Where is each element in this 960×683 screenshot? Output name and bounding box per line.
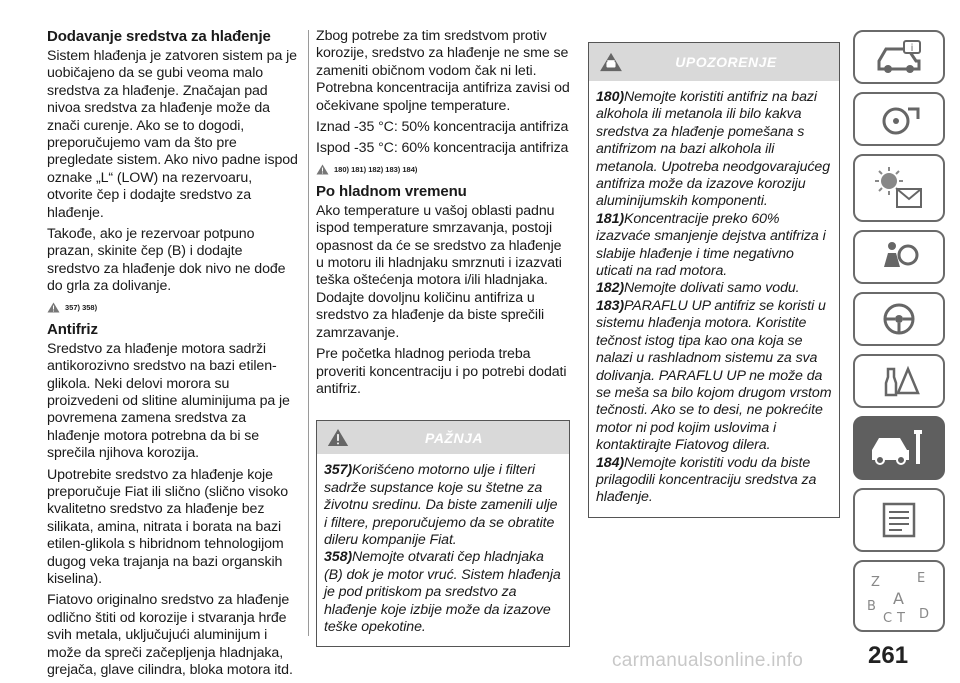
car-info-icon — [874, 39, 924, 75]
tab-driving[interactable] — [853, 292, 945, 346]
item-number: 182) — [596, 280, 624, 297]
column-divider — [308, 30, 309, 636]
section-heading: Antifriz — [47, 320, 98, 338]
tab-service-maintenance[interactable] — [853, 416, 945, 480]
warning-item — [596, 89, 832, 211]
chapter-tabs — [853, 30, 945, 640]
index-letter: A — [893, 589, 904, 608]
index-letter: C — [883, 611, 893, 626]
tab-specifications[interactable] — [853, 488, 945, 552]
tab-dashboard-lights[interactable] — [853, 154, 945, 222]
reference-numbers: 180) 181) 182) 183) 184) — [334, 164, 418, 174]
item-number: 183) — [596, 297, 624, 314]
tab-controls[interactable] — [853, 92, 945, 146]
car-service-icon — [868, 426, 930, 470]
warning-item — [596, 280, 832, 297]
caution-title: PAŽNJA — [425, 429, 483, 446]
item-number: 180) — [596, 89, 624, 105]
specifications-icon — [874, 498, 924, 542]
paragraph: Ako temperature u vašoj oblasti padnu ispod temperature smrzavanja, postoji opasnost da će se sredstvo za hlađenje u motoru ili hladnjaku smrznuti i izazvati teška oštećenja motora i/ili hladnjaka. Dodajte dovoljnu količinu antifriza u sredstvo za hlađenje da biste sprečili zamrzavanje. — [316, 202, 562, 341]
caution-box — [316, 420, 570, 647]
section-heading: Po hladnom vremenu — [316, 182, 467, 200]
tab-index[interactable] — [853, 560, 945, 632]
paragraph: Pre početka hladnog perioda treba proveriti koncentraciju i po potrebi dodati antifriz. — [316, 346, 567, 397]
item-text: Nemojte otvarati čep hladnjaka (B) dok je motor vruć. Sistem hlađenja je pod pritiskom pa sredstvo za hlađenje koje izbije može da izazove teške opekotine. — [324, 549, 561, 635]
tab-safety[interactable] — [853, 230, 945, 284]
warning-triangle-icon — [47, 302, 60, 313]
warning-title: UPOZORENJE — [675, 54, 777, 70]
index-letter: D — [919, 607, 930, 622]
steering-wheel-icon — [874, 301, 924, 337]
item-number: 184) — [596, 454, 624, 471]
index-letter: T — [897, 611, 905, 626]
paragraph: Sredstvo za hlađenje motora sadrži antikorozivno sredstvo na bazi etilen-glikola. Neki delovi morora su proizvedeni od slitine aluminijuma pa je povremena zamena sredstva za hlađenje motora potrebna da bi se sprečila njihova korozija. — [47, 340, 290, 462]
hazard-icon — [874, 363, 924, 399]
caution-item — [324, 549, 562, 636]
caution-header — [317, 421, 569, 454]
svg-text:i: i — [910, 43, 914, 54]
caution-item — [324, 462, 562, 549]
item-text: Nemojte koristiti vodu da biste prilagodili koncentraciju sredstva za hlađenje. — [596, 454, 817, 506]
warning-reference — [316, 164, 570, 175]
warning-item — [596, 211, 832, 281]
caution-body — [317, 454, 569, 646]
index-letter: B — [867, 599, 876, 614]
watermark: carmanualsonline.info — [612, 650, 804, 671]
tab-car-info[interactable] — [853, 30, 945, 84]
index-icon — [863, 566, 935, 626]
warning-item — [596, 298, 832, 455]
reference-numbers: 357) 358) — [65, 302, 98, 312]
tab-emergency[interactable] — [853, 354, 945, 408]
warning-box — [588, 42, 840, 518]
item-number: 181) — [596, 210, 624, 227]
warning-item — [596, 455, 832, 507]
dashboard-lights-icon — [871, 163, 927, 213]
paragraph: Sistem hlađenja je zatvoren sistem pa je uobičajeno da se gubi veoma malo sredstva za hlađenje. Značajan pad nivoa sredstva za hlađenje može da znači curenje. Ako se to dogodi, preporučujemo vam da što pre pregledate sistem. Ako nivo padne ispod oznake „L“ (LOW) na rezervoaru, otvorite čep i dodajte sredstvo za hlađenje. — [47, 48, 298, 221]
warning-reference — [47, 302, 299, 313]
warning-header — [589, 43, 839, 81]
paragraph: Fiatovo originalno sredstvo za hlađenje odlično štiti od korozije i stvaranja hrđe svih metala, uključujući aluminijum i može da spreči začepljenja hladnjaka, grejača, glave cilindra, bloka motora itd. — [47, 592, 293, 678]
airbag-icon — [874, 239, 924, 275]
warning-body — [589, 81, 839, 517]
page-number: 261 — [868, 642, 909, 669]
paragraph: Ispod -35 °C: 60% koncentracija antifriza — [316, 140, 569, 157]
right-column — [588, 42, 840, 518]
index-letter: E — [917, 571, 926, 586]
section-heading: Dodavanje sredstva za hlađenje — [47, 28, 271, 45]
paragraph: Zbog potrebe za tim sredstvom protiv korozije, sredstvo za hlađenje ne sme se zameniti običnom vodom čak ni leti. Potrebna koncentracija antifriza zavisi od očekivane spoljne temperature. — [316, 28, 570, 114]
index-letter: Z — [871, 575, 880, 590]
item-text: Korišćeno motorno ulje i filteri sadrže supstance koje su štetne za životnu sredinu. Da biste zamenili ulje i filtere, preporučujemo da se obratite dileru kompanije Fiat. — [324, 462, 558, 548]
left-column — [47, 28, 299, 683]
item-text: PARAFLU UP antifriz se koristi u sistemu hlađenja motora. Koristite tečnost istog tipa kao ona koja se nalazi u rashladnom sistemu za sva dolivanja. PARAFLU UP ne može da se meša sa bilo kojom drugom vrstom tečnosti. Ako se to desi, ne pokrećite motor ni pod kojim uslovima i kontaktirajte Fiatovog dilera. — [596, 297, 832, 454]
paragraph: Takođe, ako je rezervoar potpuno prazan, skinite čep (B) i dodajte sredstvo za hlađenje dok nivo ne dođe do grla za dolivanje. — [47, 226, 286, 295]
item-number: 357) — [324, 462, 352, 479]
item-text: Koncentracije preko 60% izazvaće smanjenje dejstva antifriza i slabije hlađenje i time negativno uticati na rad motora. — [596, 210, 826, 280]
paragraph: Upotrebite sredstvo za hlađenje koje preporučuje Fiat ili slično (slično visoko kvalitetno sredstvo za hlađenje bez silikata, amina, nitrata i borata na bazi etilen-glikola s hibridnom tehnologijom dugog veka trajanja na bazi organskih kiselina). — [47, 466, 289, 587]
middle-column — [316, 28, 570, 647]
item-text: Nemojte dolivati samo vodu. — [624, 280, 800, 297]
car-warning-icon — [599, 52, 623, 72]
warning-triangle-icon — [327, 428, 349, 447]
warning-triangle-icon — [316, 164, 329, 175]
item-number: 358) — [324, 549, 352, 566]
steering-icon — [874, 101, 924, 137]
item-text: Nemojte koristiti antifriz na bazi alkohola ili metanola ili bilo kakva sredstva za hlađenje pomešana s antifrizom na bazi alkohola ili metanola. Upotreba neodgovarajućeg antifriza može da izazove koroziju aluminijumskih komponenti. — [596, 89, 831, 210]
paragraph: Iznad -35 °C: 50% koncentracija antifriza — [316, 119, 569, 136]
